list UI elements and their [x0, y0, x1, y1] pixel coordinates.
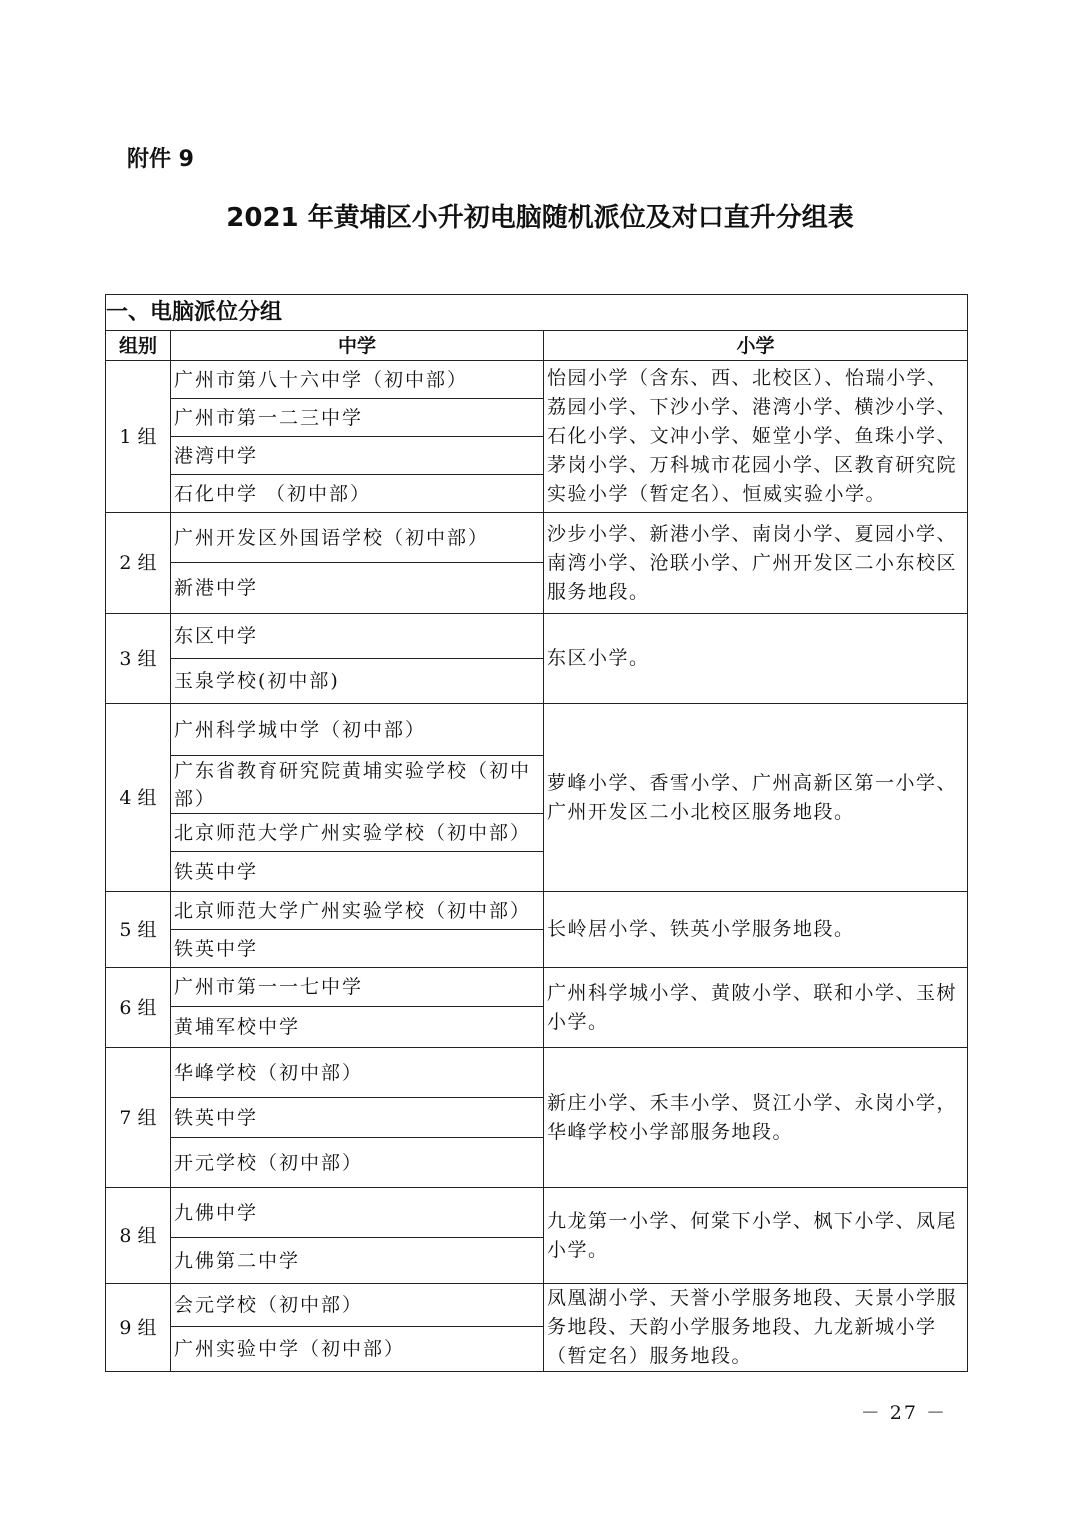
header-primary-school: 小学: [544, 331, 968, 361]
middle-school: 广州市第一一七中学: [171, 968, 544, 1007]
group-label: 8 组: [106, 1188, 171, 1284]
table-row: [106, 892, 968, 930]
primary-schools: 凤凰湖小学、天誉小学服务地段、天景小学服务地段、天韵小学服务地段、九龙新城小学（暂定名）服务地段。: [544, 1284, 968, 1372]
middle-school: 玉泉学校(初中部): [171, 659, 544, 704]
middle-school: 广州实验中学（初中部）: [171, 1327, 544, 1372]
group-label: 6 组: [106, 968, 171, 1048]
middle-school: 会元学校（初中部）: [171, 1284, 544, 1327]
middle-school: 石化中学 （初中部）: [171, 475, 544, 513]
group-label: 5 组: [106, 892, 171, 968]
middle-school: 黄埔军校中学: [171, 1007, 544, 1048]
group-label: 1 组: [106, 361, 171, 513]
primary-schools: 萝峰小学、香雪小学、广州高新区第一小学、广州开发区二小北校区服务地段。: [544, 704, 968, 892]
table-row: [106, 1188, 968, 1238]
middle-school: 新港中学: [171, 563, 544, 614]
middle-school: 九佛中学: [171, 1188, 544, 1238]
group-label: 2 组: [106, 513, 171, 614]
primary-schools: 九龙第一小学、何棠下小学、枫下小学、凤尾小学。: [544, 1188, 968, 1284]
middle-school: 北京师范大学广州实验学校（初中部）: [171, 892, 544, 930]
middle-school: 九佛第二中学: [171, 1238, 544, 1284]
table-row: [106, 513, 968, 563]
page-number: － 27 －: [860, 1402, 947, 1424]
group-label: 4 组: [106, 704, 171, 892]
grouping-table: [105, 294, 968, 1372]
middle-school: 港湾中学: [171, 437, 544, 475]
primary-schools: 沙步小学、新港小学、南岗小学、夏园小学、南湾小学、沧联小学、广州开发区二小东校区服务地段。: [544, 513, 968, 614]
middle-school: 铁英中学: [171, 852, 544, 892]
table-header-row: [106, 331, 968, 361]
primary-schools: 东区小学。: [544, 614, 968, 704]
header-middle-school: 中学: [171, 331, 544, 361]
middle-school: 开元学校（初中部）: [171, 1138, 544, 1188]
middle-school: 广州科学城中学（初中部）: [171, 704, 544, 756]
document-title: 2021 年黄埔区小升初电脑随机派位及对口直升分组表: [226, 203, 854, 233]
table-row: [106, 704, 968, 756]
middle-school: 华峰学校（初中部）: [171, 1048, 544, 1098]
section-heading: 一、电脑派位分组: [106, 295, 968, 331]
middle-school: 东区中学: [171, 614, 544, 659]
group-label: 9 组: [106, 1284, 171, 1372]
table-row: [106, 614, 968, 659]
table-row: [106, 968, 968, 1007]
attachment-label: 附件 9: [127, 147, 194, 172]
middle-school: 广东省教育研究院黄埔实验学校（初中部）: [171, 756, 544, 814]
middle-school: 铁英中学: [171, 1098, 544, 1138]
primary-schools: 新庄小学、禾丰小学、贤江小学、永岗小学，华峰学校小学部服务地段。: [544, 1048, 968, 1188]
middle-school: 广州市第一二三中学: [171, 399, 544, 437]
group-label: 7 组: [106, 1048, 171, 1188]
group-label: 3 组: [106, 614, 171, 704]
primary-schools: 长岭居小学、铁英小学服务地段。: [544, 892, 968, 968]
middle-school: 北京师范大学广州实验学校（初中部）: [171, 814, 544, 852]
table-row: [106, 1048, 968, 1098]
middle-school: 铁英中学: [171, 930, 544, 968]
primary-schools: 怡园小学（含东、西、北校区）、怡瑞小学、荔园小学、下沙小学、港湾小学、横沙小学、石化小学、文冲小学、姬堂小学、鱼珠小学、茅岗小学、万科城市花园小学、区教育研究院实验小学（暂定名）、恒威实验小学。: [544, 361, 968, 513]
header-group: 组别: [106, 331, 171, 361]
primary-schools: 广州科学城小学、黄陂小学、联和小学、玉树小学。: [544, 968, 968, 1048]
middle-school: 广州开发区外国语学校（初中部）: [171, 513, 544, 563]
middle-school: 广州市第八十六中学（初中部）: [171, 361, 544, 399]
table-row: [106, 1284, 968, 1327]
table-row: [106, 361, 968, 399]
